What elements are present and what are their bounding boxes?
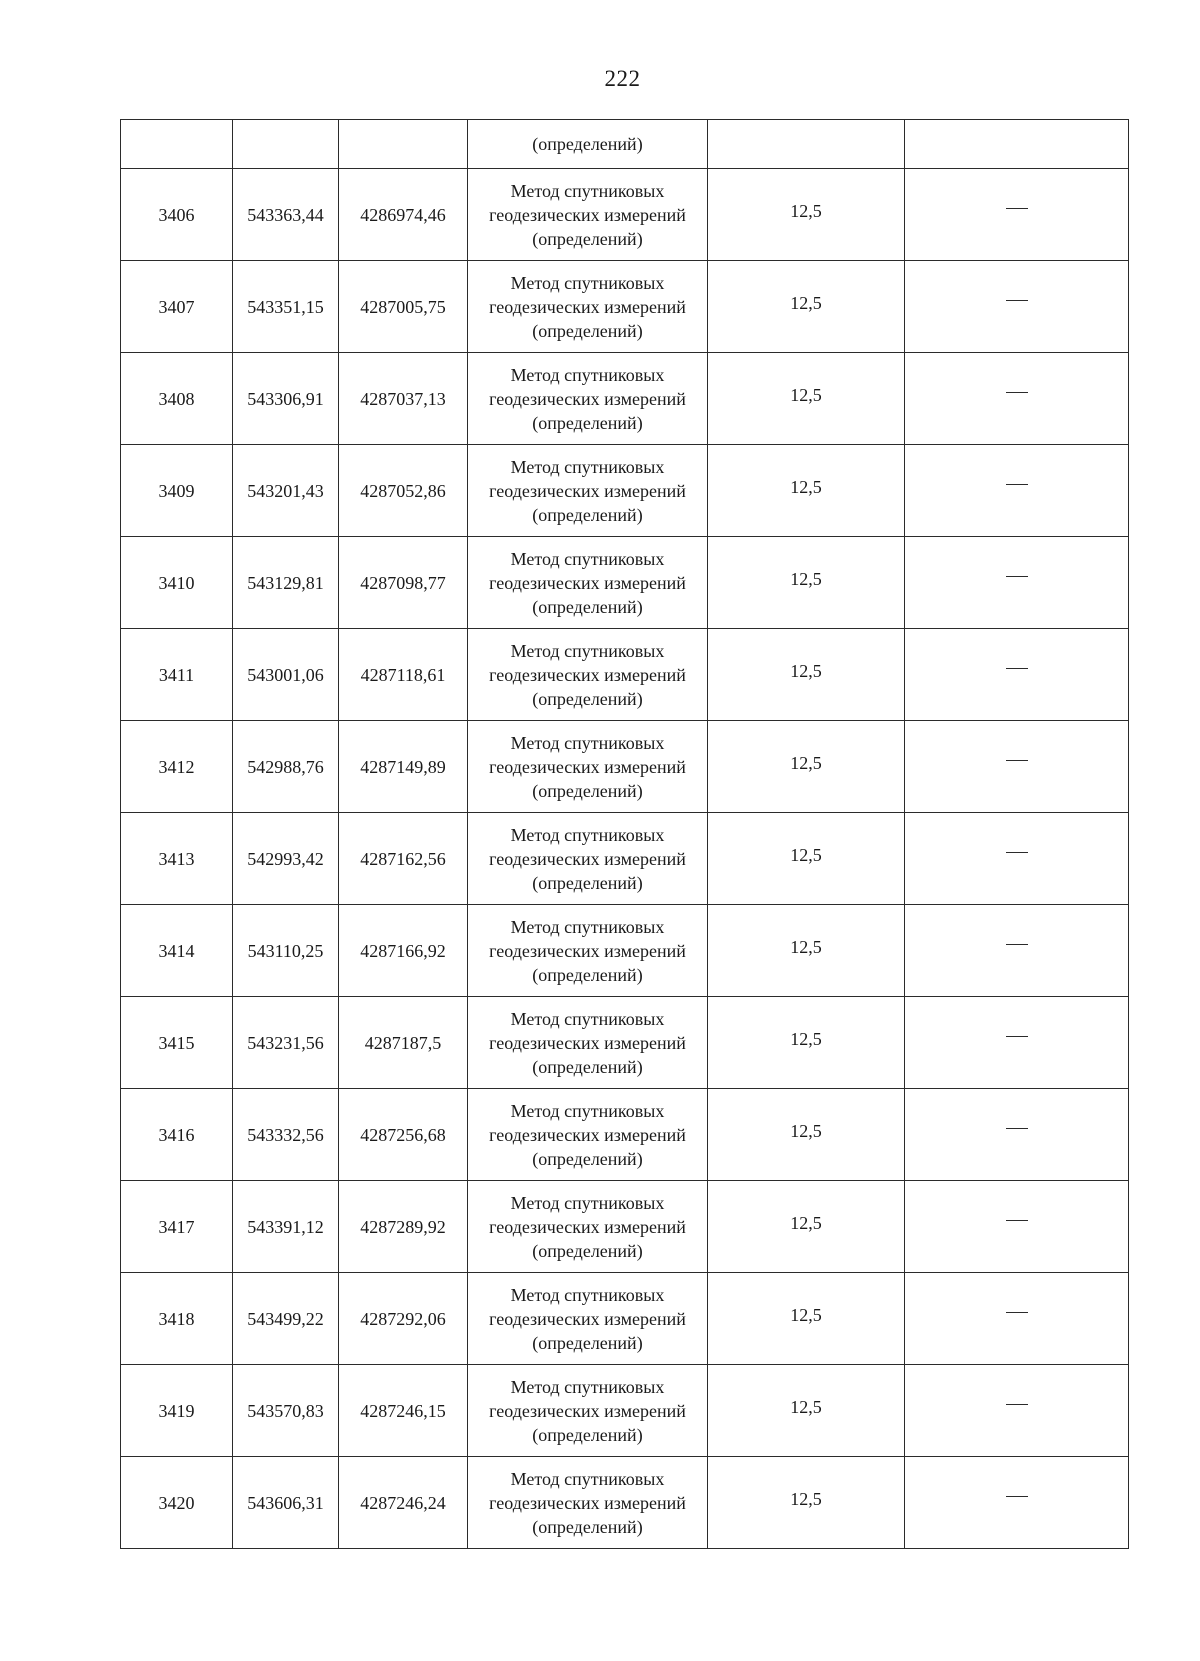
- cell-method: [468, 261, 708, 353]
- cell-x: 543606,31: [233, 1457, 339, 1549]
- method-text-line: Метод спутниковых: [510, 180, 665, 201]
- cell-number: 3406: [121, 169, 233, 261]
- cell-accuracy: [708, 537, 905, 629]
- cell-y: 4287246,15: [339, 1365, 468, 1457]
- method-text-line: геодезических измерений: [489, 204, 686, 225]
- method-text-line: геодезических измерений: [489, 756, 686, 777]
- table-row: [121, 169, 1129, 261]
- method-text-line: (определений): [532, 872, 643, 893]
- dash-mark: [1006, 300, 1028, 301]
- cell-accuracy: [708, 721, 905, 813]
- method-text-line: геодезических измерений: [489, 1492, 686, 1513]
- dash-mark: [1006, 1128, 1028, 1129]
- cell-description: [905, 120, 1129, 169]
- cell-number: 3412: [121, 721, 233, 813]
- dash-mark: [1006, 1312, 1028, 1313]
- table-row: [121, 813, 1129, 905]
- method-text-line: геодезических измерений: [489, 1032, 686, 1053]
- cell-number: 3411: [121, 629, 233, 721]
- cell-accuracy: [708, 261, 905, 353]
- method-text-line: Метод спутниковых: [510, 824, 665, 845]
- method-text-line: Метод спутниковых: [510, 1008, 665, 1029]
- method-text-line: геодезических измерений: [489, 664, 686, 685]
- cell-description: [905, 813, 1129, 905]
- accuracy-value: 12,5: [790, 1120, 822, 1141]
- method-text-line: геодезических измерений: [489, 572, 686, 593]
- cell-x: 543351,15: [233, 261, 339, 353]
- cell-description: [905, 905, 1129, 997]
- cell-number: 3413: [121, 813, 233, 905]
- cell-accuracy: [708, 813, 905, 905]
- cell-number: 3418: [121, 1273, 233, 1365]
- cell-number: 3414: [121, 905, 233, 997]
- dash-mark: [1006, 576, 1028, 577]
- method-text-line: Метод спутниковых: [510, 1192, 665, 1213]
- dash-mark: [1006, 1496, 1028, 1497]
- accuracy-value: 12,5: [790, 936, 822, 957]
- cell-method: [468, 537, 708, 629]
- method-text-line: (определений): [532, 1516, 643, 1537]
- cell-accuracy: [708, 353, 905, 445]
- cell-y: 4287246,24: [339, 1457, 468, 1549]
- dash-mark: [1006, 944, 1028, 945]
- cell-method: [468, 997, 708, 1089]
- method-text-line: геодезических измерений: [489, 1400, 686, 1421]
- cell-accuracy: [708, 1273, 905, 1365]
- page-number: 222: [604, 66, 641, 91]
- method-text-line: (определений): [532, 504, 643, 525]
- method-text-line: геодезических измерений: [489, 480, 686, 501]
- cell-accuracy: [708, 1457, 905, 1549]
- table-row: [121, 905, 1129, 997]
- accuracy-value: 12,5: [790, 1304, 822, 1325]
- accuracy-value: 12,5: [790, 1396, 822, 1417]
- cell-x: 543110,25: [233, 905, 339, 997]
- cell-x: 543363,44: [233, 169, 339, 261]
- cell-y: 4287256,68: [339, 1089, 468, 1181]
- method-text-line: (определений): [532, 780, 643, 801]
- method-text-line: геодезических измерений: [489, 1216, 686, 1237]
- cell-x: 542988,76: [233, 721, 339, 813]
- table-row: [121, 1457, 1129, 1549]
- table-row: [121, 445, 1129, 537]
- cell-y: 4286974,46: [339, 169, 468, 261]
- cell-accuracy: [708, 1365, 905, 1457]
- cell-y: 4287098,77: [339, 537, 468, 629]
- cell-description: [905, 1365, 1129, 1457]
- coordinates-table: [120, 119, 1129, 1549]
- cell-accuracy: [708, 997, 905, 1089]
- accuracy-value: 12,5: [790, 384, 822, 405]
- cell-description: [905, 537, 1129, 629]
- cell-description: [905, 1089, 1129, 1181]
- accuracy-value: 12,5: [790, 752, 822, 773]
- dash-mark: [1006, 1220, 1028, 1221]
- cell-accuracy: [708, 1089, 905, 1181]
- method-text-line: Метод спутниковых: [510, 1100, 665, 1121]
- cell-number: 3408: [121, 353, 233, 445]
- method-text-line: Метод спутниковых: [510, 640, 665, 661]
- cell-description: [905, 997, 1129, 1089]
- cell-method: [468, 1181, 708, 1273]
- cell-number: 3407: [121, 261, 233, 353]
- dash-mark: [1006, 1036, 1028, 1037]
- cell-x: 543306,91: [233, 353, 339, 445]
- method-text-line: (определений): [532, 1332, 643, 1353]
- cell-number: 3420: [121, 1457, 233, 1549]
- method-text-line: геодезических измерений: [489, 1124, 686, 1145]
- cell-method: [468, 445, 708, 537]
- cell-x: 543499,22: [233, 1273, 339, 1365]
- method-text-line: (определений): [532, 1148, 643, 1169]
- cell-x: 543332,56: [233, 1089, 339, 1181]
- method-text-line: Метод спутниковых: [510, 1376, 665, 1397]
- cell-x: 543391,12: [233, 1181, 339, 1273]
- method-text-line: (определений): [532, 688, 643, 709]
- method-text-line: Метод спутниковых: [510, 272, 665, 293]
- accuracy-value: 12,5: [790, 1212, 822, 1233]
- method-text-line: Метод спутниковых: [510, 1284, 665, 1305]
- accuracy-value: 12,5: [790, 844, 822, 865]
- cell-y: 4287005,75: [339, 261, 468, 353]
- cell-number: [121, 120, 233, 169]
- cell-method: [468, 721, 708, 813]
- dash-mark: [1006, 760, 1028, 761]
- cell-y: 4287166,92: [339, 905, 468, 997]
- cell-x: 543570,83: [233, 1365, 339, 1457]
- table-row: [121, 629, 1129, 721]
- accuracy-value: 12,5: [790, 660, 822, 681]
- cell-y: 4287149,89: [339, 721, 468, 813]
- cell-y: 4287162,56: [339, 813, 468, 905]
- table-row: [121, 1089, 1129, 1181]
- accuracy-value: 12,5: [790, 476, 822, 497]
- accuracy-value: 12,5: [790, 1028, 822, 1049]
- cell-method: [468, 1457, 708, 1549]
- accuracy-value: 12,5: [790, 292, 822, 313]
- accuracy-value: 12,5: [790, 568, 822, 589]
- cell-y: 4287289,92: [339, 1181, 468, 1273]
- cell-method: [468, 905, 708, 997]
- accuracy-value: 12,5: [790, 200, 822, 221]
- dash-mark: [1006, 392, 1028, 393]
- dash-mark: [1006, 484, 1028, 485]
- method-text-line: (определений): [532, 596, 643, 617]
- table-row: [121, 261, 1129, 353]
- cell-x: 542993,42: [233, 813, 339, 905]
- table-row: [121, 1273, 1129, 1365]
- cell-description: [905, 629, 1129, 721]
- method-text-line: геодезических измерений: [489, 848, 686, 869]
- cell-method: [468, 1273, 708, 1365]
- table-row: [121, 1181, 1129, 1273]
- cell-x: [233, 120, 339, 169]
- method-text-line: Метод спутниковых: [510, 548, 665, 569]
- cell-description: [905, 1181, 1129, 1273]
- dash-mark: [1006, 668, 1028, 669]
- method-text-line: (определений): [532, 1056, 643, 1077]
- method-text-line: Метод спутниковых: [510, 916, 665, 937]
- cell-number: 3410: [121, 537, 233, 629]
- method-text-line: (определений): [532, 320, 643, 341]
- table-row: [121, 721, 1129, 813]
- cell-x: 543201,43: [233, 445, 339, 537]
- accuracy-value: 12,5: [790, 1488, 822, 1509]
- cell-x: 543129,81: [233, 537, 339, 629]
- cell-description: [905, 721, 1129, 813]
- cell-x: 543001,06: [233, 629, 339, 721]
- method-text-line: (определений): [532, 412, 643, 433]
- method-text-line: (определений): [532, 1240, 643, 1261]
- method-text-line: Метод спутниковых: [510, 1468, 665, 1489]
- cell-number: 3416: [121, 1089, 233, 1181]
- method-text-line: геодезических измерений: [489, 1308, 686, 1329]
- cell-accuracy: [708, 445, 905, 537]
- cell-method: [468, 813, 708, 905]
- method-text-line: геодезических измерений: [489, 940, 686, 961]
- cell-accuracy: [708, 905, 905, 997]
- table-row: [121, 997, 1129, 1089]
- cell-y: 4287118,61: [339, 629, 468, 721]
- cell-y: 4287037,13: [339, 353, 468, 445]
- cell-description: [905, 353, 1129, 445]
- dash-mark: [1006, 1404, 1028, 1405]
- method-text-line: Метод спутниковых: [510, 732, 665, 753]
- cell-number: 3415: [121, 997, 233, 1089]
- cell-description: [905, 169, 1129, 261]
- cell-number: 3419: [121, 1365, 233, 1457]
- table-row: [121, 353, 1129, 445]
- table-row: [121, 537, 1129, 629]
- cell-y: 4287052,86: [339, 445, 468, 537]
- cell-x: 543231,56: [233, 997, 339, 1089]
- cell-description: [905, 1457, 1129, 1549]
- cell-number: 3417: [121, 1181, 233, 1273]
- method-text-line: (определений): [532, 964, 643, 985]
- method-text-line: (определений): [532, 228, 643, 249]
- dash-mark: [1006, 208, 1028, 209]
- cell-method: [468, 629, 708, 721]
- cell-method: (определений): [468, 120, 708, 169]
- method-text-line: Метод спутниковых: [510, 456, 665, 477]
- dash-mark: [1006, 852, 1028, 853]
- cell-method: [468, 353, 708, 445]
- method-text-line: геодезических измерений: [489, 296, 686, 317]
- cell-y: 4287292,06: [339, 1273, 468, 1365]
- cell-method: [468, 1089, 708, 1181]
- cell-accuracy: [708, 1181, 905, 1273]
- cell-description: [905, 445, 1129, 537]
- cell-method: [468, 1365, 708, 1457]
- method-text-line: Метод спутниковых: [510, 364, 665, 385]
- cell-description: [905, 261, 1129, 353]
- table-row: [121, 1365, 1129, 1457]
- table-row-continuation: [121, 120, 1129, 169]
- cell-y: [339, 120, 468, 169]
- method-text-line: геодезических измерений: [489, 388, 686, 409]
- cell-accuracy: [708, 629, 905, 721]
- cell-accuracy: [708, 169, 905, 261]
- cell-number: 3409: [121, 445, 233, 537]
- cell-accuracy: [708, 120, 905, 169]
- cell-y: 4287187,5: [339, 997, 468, 1089]
- cell-method: [468, 169, 708, 261]
- method-text-line: (определений): [532, 1424, 643, 1445]
- cell-description: [905, 1273, 1129, 1365]
